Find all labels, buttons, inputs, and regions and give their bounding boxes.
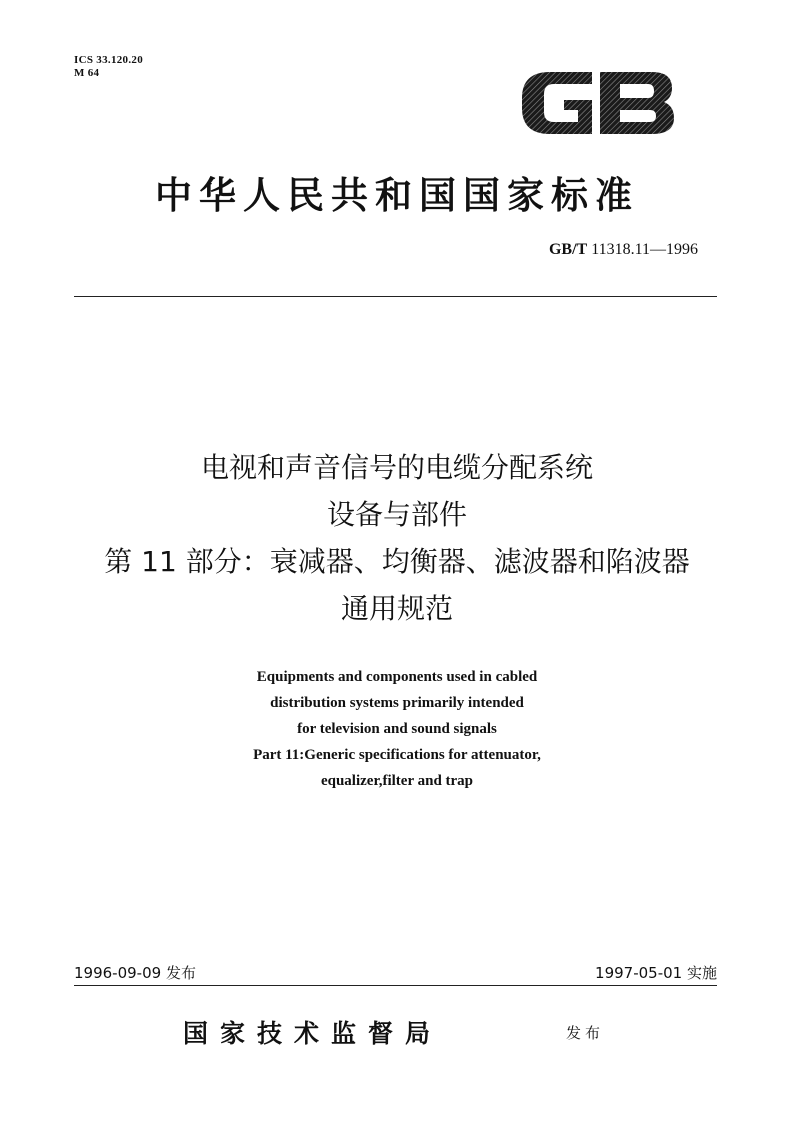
english-title-line-1: Equipments and components used in cabled — [256, 669, 538, 685]
english-title — [97, 664, 697, 794]
implementation-date: 1997-05-01 实施 — [595, 964, 717, 982]
english-title-line-2: distribution systems primarily intended — [270, 695, 524, 711]
issuing-authority: 国家技术监督局 — [183, 1019, 443, 1048]
issuer-action: 发布 — [566, 1024, 605, 1042]
classification-code: M 64 — [74, 67, 100, 79]
chinese-title-line-1: 电视和声音信号的电缆分配系统 — [200, 451, 593, 484]
chinese-title — [40, 444, 754, 632]
ics-code: ICS 33.120.20 — [74, 54, 143, 66]
standard-number-value: 11318.11—1996 — [591, 241, 698, 258]
bottom-divider — [74, 985, 717, 986]
english-title-line-5: equalizer,filter and trap — [320, 773, 474, 789]
standard-number-prefix: GB/T — [548, 241, 588, 258]
english-title-line-3: for television and sound signals — [297, 721, 497, 737]
logo-text: GB — [598, 142, 600, 143]
top-divider — [74, 296, 717, 297]
gb-logo — [520, 62, 676, 144]
chinese-title-line-3: 第 11 部分：衰减器、均衡器、滤波器和陷波器 — [104, 545, 690, 578]
chinese-title-line-4: 通用规范 — [340, 592, 453, 625]
chinese-title-line-2: 设备与部件 — [326, 498, 467, 531]
classification-codes — [74, 54, 143, 80]
english-title-line-4: Part 11:Generic specifications for attenuator, — [253, 747, 541, 763]
standard-number — [472, 241, 698, 259]
issue-date: 1996-09-09 发布 — [74, 964, 196, 982]
standard-type-title: 中华人民共和国国家标准 — [155, 173, 639, 217]
